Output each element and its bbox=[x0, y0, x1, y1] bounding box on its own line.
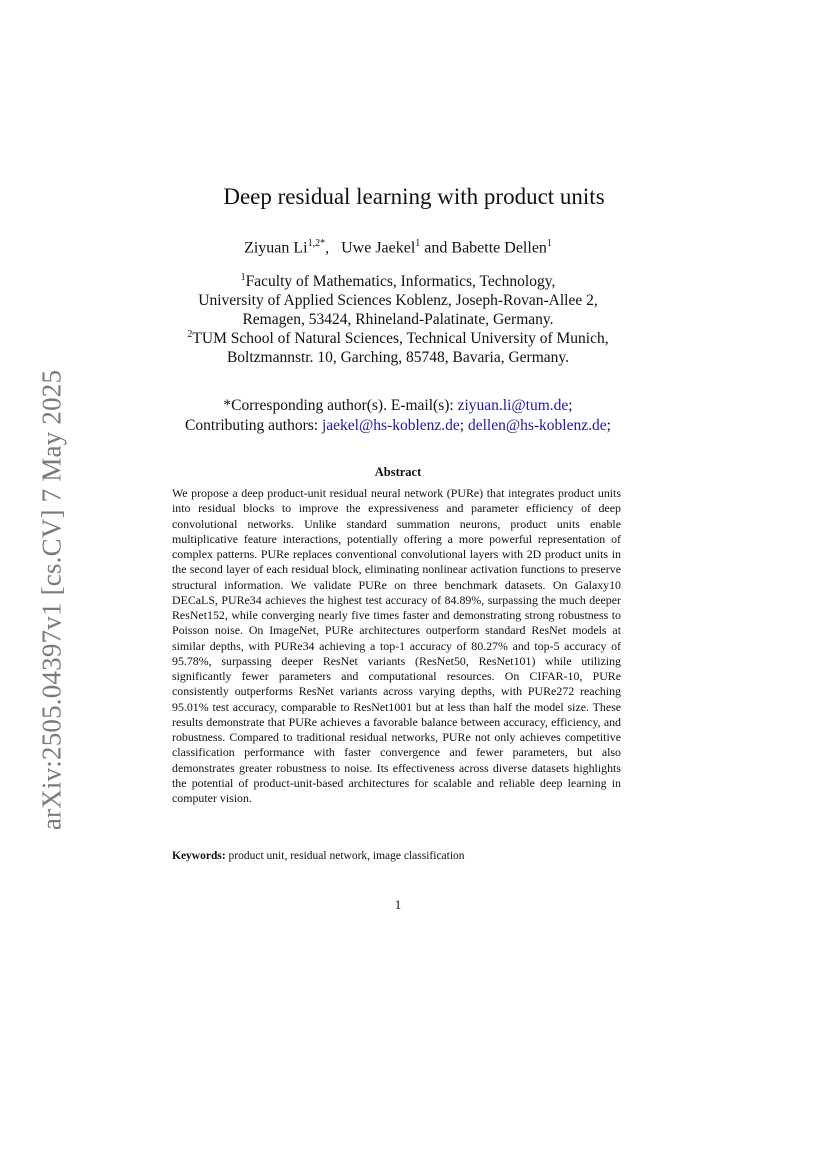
punctuation: ; bbox=[568, 397, 573, 414]
contributing-email-link[interactable]: dellen@hs-koblenz.de bbox=[467, 417, 607, 434]
affiliation-1 bbox=[0, 268, 796, 329]
author-list bbox=[0, 238, 796, 257]
affiliation-line: University of Applied Sciences Koblenz, Joseph-Rovan-Allee 2, bbox=[198, 292, 598, 310]
affiliation-line: Remagen, 53424, Rhineland-Palatinate, Germany. bbox=[242, 311, 554, 329]
corresponding-author-label: *Corresponding author(s). E-mail(s): bbox=[223, 397, 458, 414]
affiliation-line: TUM School of Natural Sciences, Technical University of Munich, bbox=[192, 330, 609, 348]
author-name: Ziyuan Li bbox=[244, 239, 308, 257]
keywords bbox=[172, 850, 621, 862]
punctuation: ; bbox=[459, 417, 468, 434]
author-affiliation-marker: 1 bbox=[546, 238, 552, 249]
affiliation-line: Boltzmannstr. 10, Garching, 85748, Bavaria, Germany. bbox=[226, 349, 570, 367]
contributing-authors-label: Contributing authors: bbox=[185, 417, 322, 434]
affiliation-marker: 2 bbox=[187, 329, 193, 340]
author-name: Uwe Jaekel bbox=[341, 239, 416, 257]
contributing-email-link[interactable]: jaekel@hs-koblenz.de bbox=[321, 417, 460, 434]
author-name: Babette Dellen bbox=[451, 239, 547, 257]
correspondence-block bbox=[0, 396, 796, 436]
keywords-list: product unit, residual network, image classification bbox=[225, 850, 465, 862]
author-separator: and bbox=[420, 239, 452, 257]
affiliation-marker: 1 bbox=[240, 272, 246, 283]
abstract-text: We propose a deep product-unit residual neural network (PURe) that integrates product units into residual blocks to improve the expressiveness and parameter efficiency of deep convolutional networks. Unlike standard summation neurons, product units enable multiplicative feature interactions, potentially offering a more powerful representation of complex patterns. PURe replaces conventional convolutional layers with 2D product units in the second layer of each residual block, eliminating nonlinear activation functions to preserve structural information. We validate PURe on three benchmark datasets. On Galaxy10 DECaLS, PURe34 achieves the highest test accuracy of 84.89%, surpassing the much deeper ResNet152, while converging nearly five times faster and demonstrating strong robustness to Poisson noise. On ImageNet, PURe architectures outperform standard ResNet models at similar depths, with PURe34 achieving a top-1 accuracy of 80.27% and top-5 accuracy of 95.78%, surpassing deeper ResNet variants (ResNet50, ResNet101) while utilizing significantly fewer parameters and computational resources. On CIFAR-10, PURe consistently outperforms ResNet variants across varying depths, with PURe272 reaching 95.01% test accuracy, comparable to ResNet1001 but at less than half the model size. These results demonstrate that PURe achieves a favorable balance between accuracy, efficiency, and robustness. Compared to traditional residual networks, PURe not only achieves competitive classification performance with faster convergence and fewer parameters, but also demonstrates greater robustness to noise. Its effectiveness across diverse datasets highlights the potential of product-unit-based architectures for scalable and reliable deep learning in computer vision. bbox=[172, 486, 621, 805]
author-affiliation-marker: 1,2* bbox=[307, 238, 326, 249]
keywords-label: Keywords: bbox=[172, 850, 226, 862]
author-separator: , bbox=[325, 239, 338, 257]
arxiv-identifier: arXiv:2505.04397v1 [cs.CV] 7 May 2025 bbox=[36, 369, 67, 831]
corresponding-email-link[interactable]: ziyuan.li@tum.de bbox=[457, 397, 569, 414]
paper-title: Deep residual learning with product units bbox=[223, 184, 605, 209]
abstract-heading: Abstract bbox=[374, 465, 422, 479]
affiliation-2 bbox=[0, 325, 796, 367]
author-affiliation-marker: 1 bbox=[415, 238, 421, 249]
punctuation: ; bbox=[606, 417, 611, 434]
page-number: 1 bbox=[394, 897, 402, 912]
affiliation-line: Faculty of Mathematics, Informatics, Technology, bbox=[245, 273, 556, 291]
